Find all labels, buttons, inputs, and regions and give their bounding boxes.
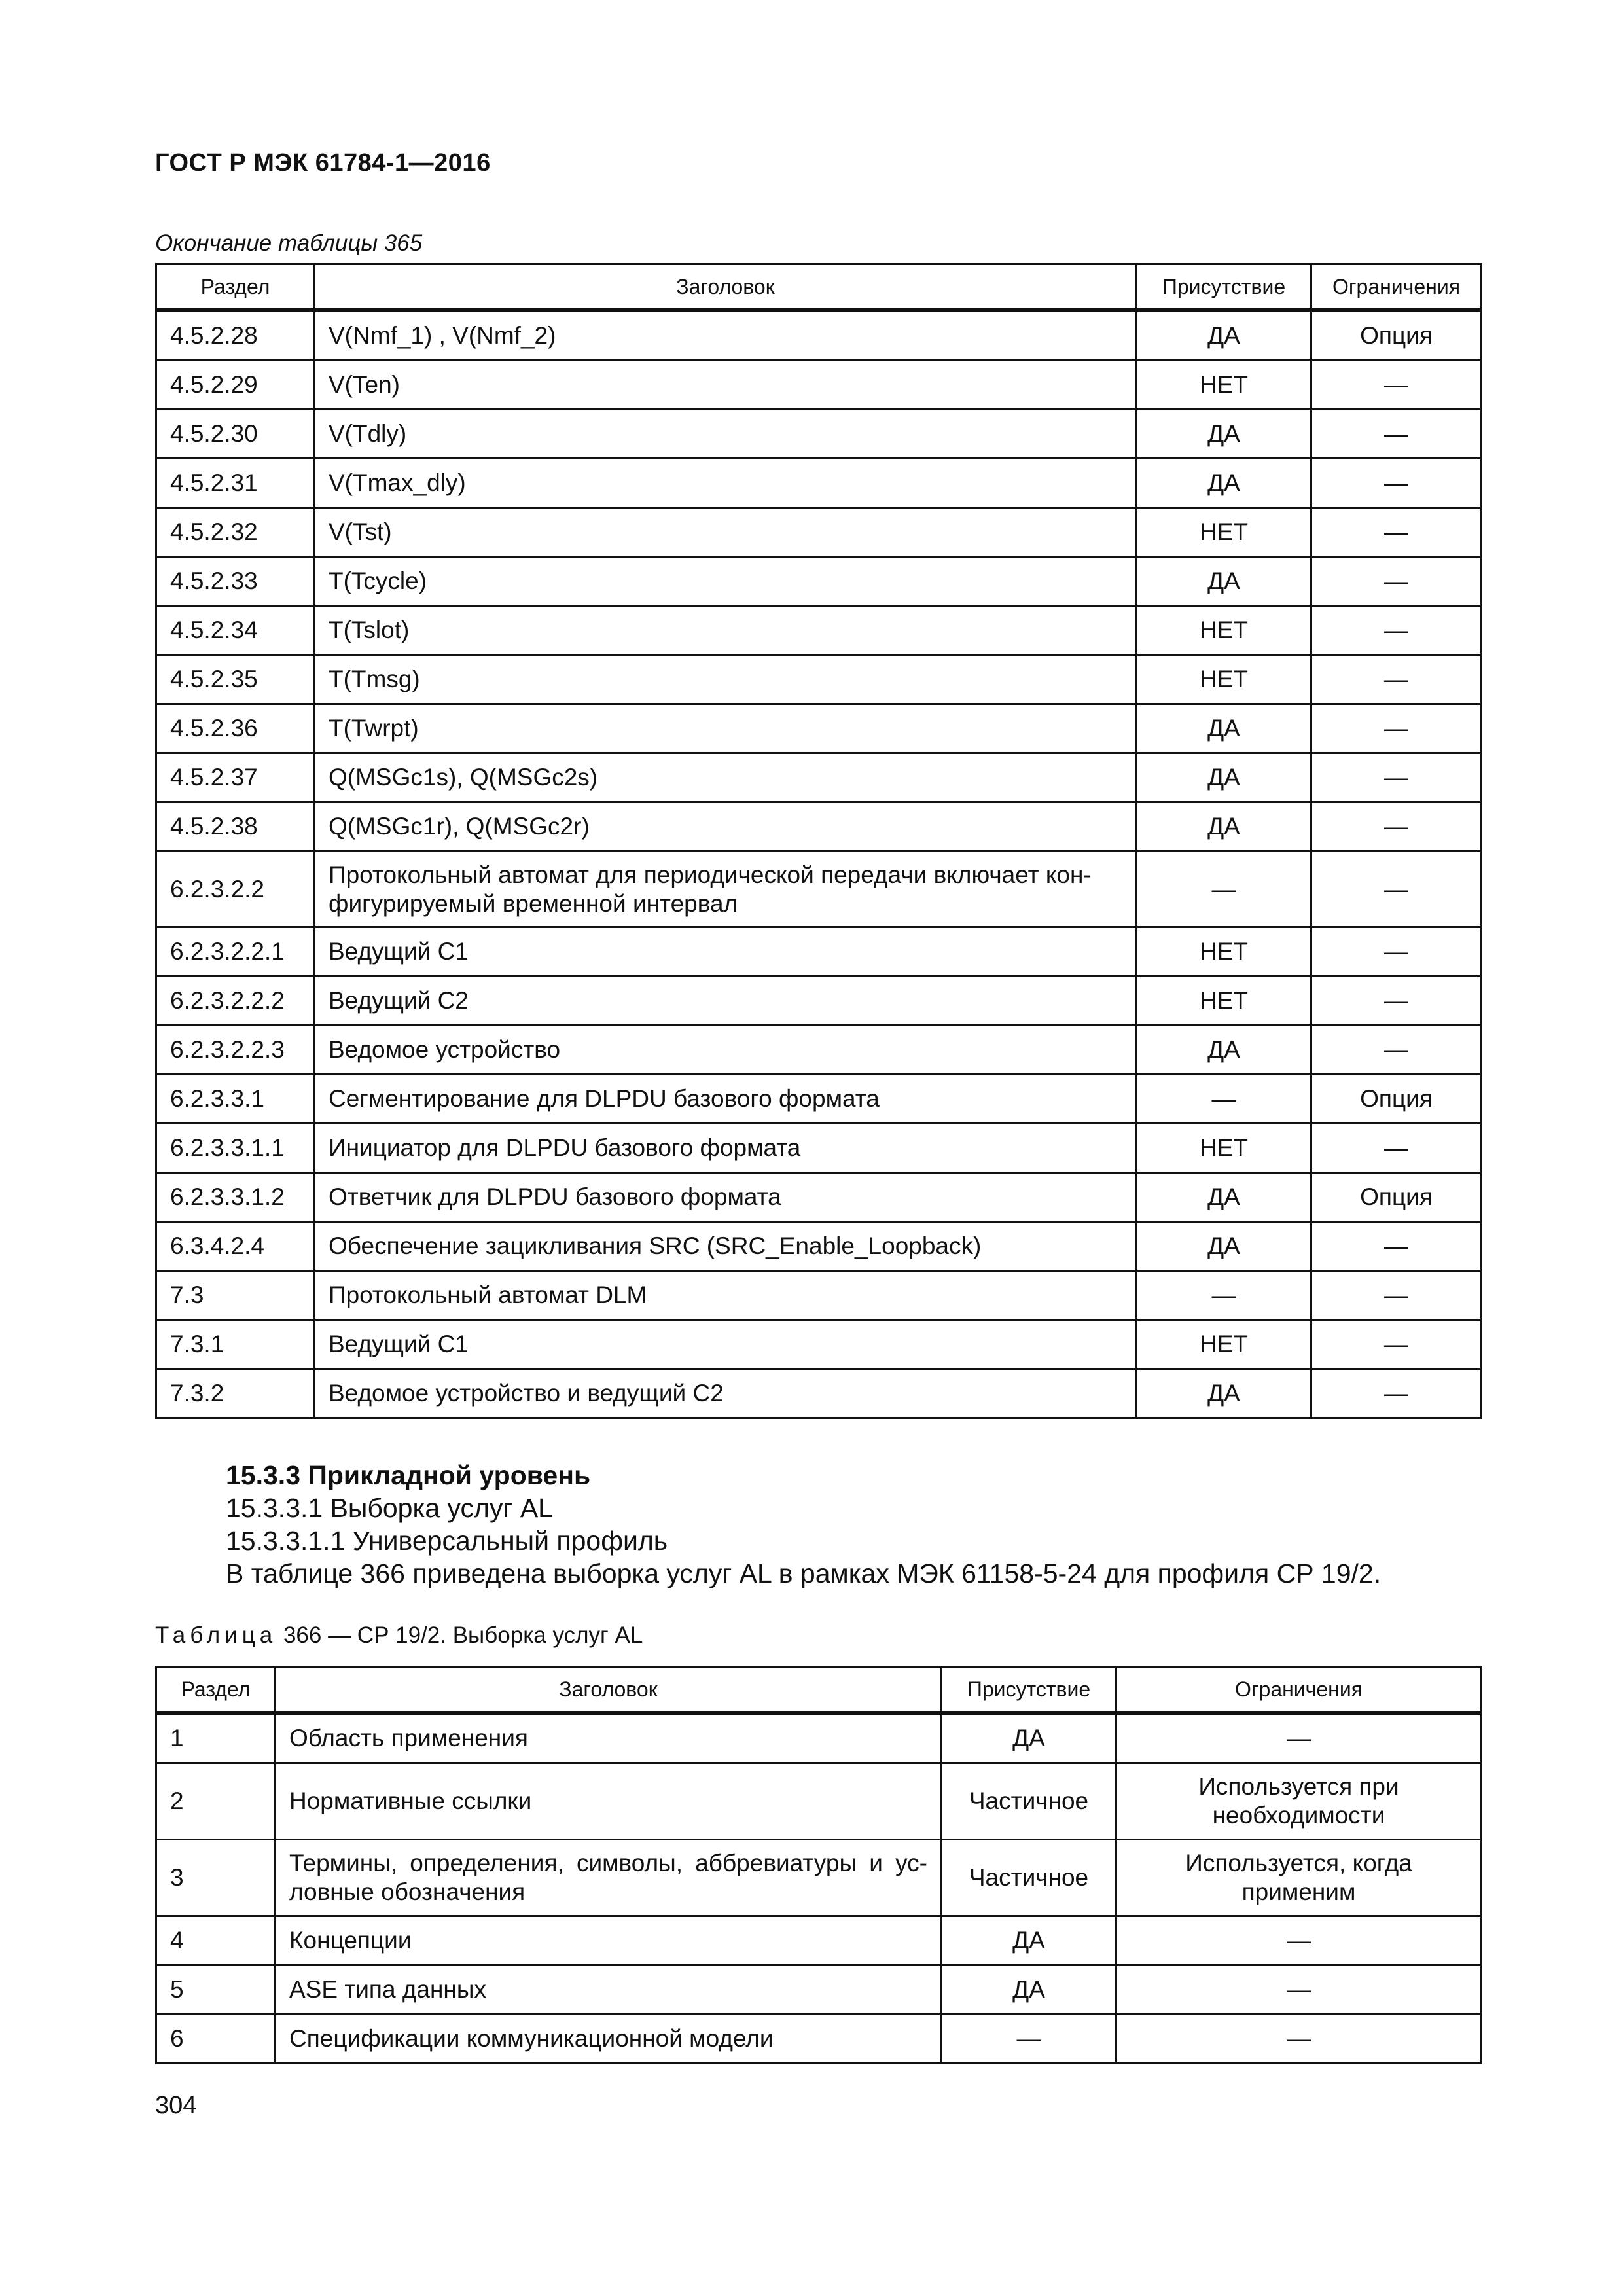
cell-presence: ДА bbox=[1137, 705, 1312, 754]
cell-constraints: Используется при необходимости bbox=[1117, 1764, 1482, 1840]
cell-title: Ведомое устройство и ведущий С2 bbox=[315, 1370, 1137, 1419]
cell-presence: Частичное bbox=[942, 1840, 1117, 1917]
cell-title: Протокольный автомат для периодической передачи включает кон-фигурируемый временной интервал bbox=[315, 852, 1137, 928]
cell-constraints: — bbox=[1312, 977, 1482, 1026]
column-header-constraints: Ограничения bbox=[1117, 1666, 1482, 1713]
cell-constraints: — bbox=[1312, 656, 1482, 705]
cell-presence: НЕТ bbox=[1137, 607, 1312, 656]
cell-presence: ДА bbox=[1137, 1370, 1312, 1419]
cell-title: Q(MSGc1s), Q(MSGc2s) bbox=[315, 754, 1137, 803]
table-row bbox=[155, 656, 1482, 705]
column-header-presence: Присутствие bbox=[942, 1666, 1117, 1713]
cell-presence: ДА bbox=[1137, 1223, 1312, 1272]
cell-title: Концепции bbox=[276, 1917, 942, 1966]
cell-constraints: — bbox=[1312, 754, 1482, 803]
cell-constraints: — bbox=[1312, 803, 1482, 852]
table-row bbox=[155, 928, 1482, 977]
cell-title: T(Twrpt) bbox=[315, 705, 1137, 754]
cell-title: V(Tst) bbox=[315, 509, 1137, 558]
table-366-caption bbox=[155, 1623, 643, 1649]
cell-constraints: — bbox=[1312, 1272, 1482, 1321]
table-row bbox=[155, 1966, 1482, 2015]
cell-presence: ДА bbox=[1137, 754, 1312, 803]
table-row bbox=[155, 852, 1482, 928]
cell-constraints: — bbox=[1312, 509, 1482, 558]
table-row bbox=[155, 2015, 1482, 2064]
cell-constraints: Опция bbox=[1312, 1075, 1482, 1124]
cell-title: Область применения bbox=[276, 1713, 942, 1764]
cell-presence: ДА bbox=[1137, 310, 1312, 361]
table-365 bbox=[155, 263, 1482, 1419]
cell-constraints: — bbox=[1312, 361, 1482, 410]
table-row bbox=[155, 1174, 1482, 1223]
cell-constraints: — bbox=[1312, 1223, 1482, 1272]
cell-presence: ДА bbox=[1137, 410, 1312, 459]
cell-title: Инициатор для DLPDU базового формата bbox=[315, 1124, 1137, 1174]
cell-constraints: Опция bbox=[1312, 310, 1482, 361]
cell-constraints: — bbox=[1312, 852, 1482, 928]
cell-constraints: — bbox=[1312, 410, 1482, 459]
cell-title: V(Tmax_dly) bbox=[315, 459, 1137, 509]
column-header-presence: Присутствие bbox=[1137, 263, 1312, 310]
table-row bbox=[155, 459, 1482, 509]
cell-presence: ДА bbox=[1137, 1026, 1312, 1075]
cell-presence: ДА bbox=[1137, 459, 1312, 509]
section-paragraph: В таблице 366 приведена выборка услуг AL в рамках МЭК 61158-5-24 для профиля СР 19/2. bbox=[226, 1558, 1382, 1588]
table-caption-label: Таблица bbox=[155, 1623, 277, 1648]
cell-title: Протокольный автомат DLM bbox=[315, 1272, 1137, 1321]
column-header-constraints: Ограничения bbox=[1312, 263, 1482, 310]
cell-presence: НЕТ bbox=[1137, 361, 1312, 410]
cell-title: Ведомое устройство bbox=[315, 1026, 1137, 1075]
cell-title: Ведущий С1 bbox=[315, 1321, 1137, 1370]
cell-title: Спецификации коммуникационной модели bbox=[276, 2015, 942, 2064]
table-row bbox=[155, 1272, 1482, 1321]
cell-constraints: — bbox=[1312, 459, 1482, 509]
cell-section: 4.5.2.30 bbox=[155, 410, 315, 459]
table-row bbox=[155, 1321, 1482, 1370]
table-row bbox=[155, 977, 1482, 1026]
cell-title: V(Ten) bbox=[315, 361, 1137, 410]
table-row bbox=[155, 509, 1482, 558]
cell-section: 6 bbox=[155, 2015, 276, 2064]
cell-presence: ДА bbox=[942, 1917, 1117, 1966]
cell-section: 4.5.2.28 bbox=[155, 310, 315, 361]
cell-presence: ДА bbox=[1137, 1174, 1312, 1223]
cell-title: ASE типа данных bbox=[276, 1966, 942, 2015]
cell-section: 4.5.2.35 bbox=[155, 656, 315, 705]
cell-section: 4.5.2.34 bbox=[155, 607, 315, 656]
cell-constraints: — bbox=[1312, 705, 1482, 754]
cell-presence: ДА bbox=[1137, 558, 1312, 607]
cell-title: Ответчик для DLPDU базового формата bbox=[315, 1174, 1137, 1223]
table-header-row bbox=[155, 1666, 1482, 1713]
table-row bbox=[155, 705, 1482, 754]
cell-constraints: Опция bbox=[1312, 1174, 1482, 1223]
table-366 bbox=[155, 1666, 1482, 2064]
cell-section: 1 bbox=[155, 1713, 276, 1764]
cell-constraints: — bbox=[1117, 1966, 1482, 2015]
cell-section: 4 bbox=[155, 1917, 276, 1966]
cell-section: 4.5.2.31 bbox=[155, 459, 315, 509]
cell-presence: НЕТ bbox=[1137, 1321, 1312, 1370]
cell-section: 6.2.3.3.1.2 bbox=[155, 1174, 315, 1223]
table-row bbox=[155, 361, 1482, 410]
table-row bbox=[155, 803, 1482, 852]
subsubsection-heading: 15.3.3.1.1 Универсальный профиль bbox=[226, 1526, 668, 1556]
cell-section: 4.5.2.36 bbox=[155, 705, 315, 754]
cell-title: Обеспечение зацикливания SRC (SRC_Enable_Loopback) bbox=[315, 1223, 1137, 1272]
section-15-3-3 bbox=[226, 1459, 1381, 1590]
cell-presence: — bbox=[1137, 1272, 1312, 1321]
cell-constraints: — bbox=[1117, 1917, 1482, 1966]
table-row bbox=[155, 310, 1482, 361]
cell-title: Нормативные ссылки bbox=[276, 1764, 942, 1840]
subsection-heading: 15.3.3.1 Выборка услуг AL bbox=[226, 1493, 553, 1523]
cell-constraints: — bbox=[1312, 928, 1482, 977]
cell-section: 4.5.2.38 bbox=[155, 803, 315, 852]
cell-title: Ведущий С2 bbox=[315, 977, 1137, 1026]
cell-title: T(Tmsg) bbox=[315, 656, 1137, 705]
cell-title: Сегментирование для DLPDU базового формата bbox=[315, 1075, 1137, 1124]
cell-presence: ДА bbox=[942, 1713, 1117, 1764]
cell-section: 6.2.3.2.2.1 bbox=[155, 928, 315, 977]
table-row bbox=[155, 1764, 1482, 1840]
table-row bbox=[155, 754, 1482, 803]
table-row bbox=[155, 558, 1482, 607]
table-row bbox=[155, 607, 1482, 656]
cell-section: 6.2.3.2.2 bbox=[155, 852, 315, 928]
cell-section: 6.2.3.2.2.3 bbox=[155, 1026, 315, 1075]
table-row bbox=[155, 1026, 1482, 1075]
cell-constraints: — bbox=[1312, 1321, 1482, 1370]
cell-presence: НЕТ bbox=[1137, 1124, 1312, 1174]
cell-title: Термины, определения, символы, аббревиатуры и ус-ловные обозначения bbox=[276, 1840, 942, 1917]
cell-presence: ДА bbox=[942, 1966, 1117, 2015]
cell-section: 4.5.2.32 bbox=[155, 509, 315, 558]
cell-constraints: — bbox=[1312, 1370, 1482, 1419]
cell-section: 6.2.3.3.1.1 bbox=[155, 1124, 315, 1174]
cell-title: V(Nmf_1) , V(Nmf_2) bbox=[315, 310, 1137, 361]
table-row bbox=[155, 1223, 1482, 1272]
cell-constraints: Используется, когда применим bbox=[1117, 1840, 1482, 1917]
table-365-continuation-caption: Окончание таблицы 365 bbox=[155, 230, 423, 256]
column-header-title: Заголовок bbox=[315, 263, 1137, 310]
cell-presence: — bbox=[1137, 1075, 1312, 1124]
cell-constraints: — bbox=[1312, 607, 1482, 656]
cell-section: 4.5.2.29 bbox=[155, 361, 315, 410]
table-row bbox=[155, 1840, 1482, 1917]
cell-presence: НЕТ bbox=[1137, 977, 1312, 1026]
cell-constraints: — bbox=[1312, 1026, 1482, 1075]
cell-section: 7.3 bbox=[155, 1272, 315, 1321]
cell-title: Ведущий С1 bbox=[315, 928, 1137, 977]
column-header-section: Раздел bbox=[155, 1666, 276, 1713]
cell-section: 6.3.4.2.4 bbox=[155, 1223, 315, 1272]
cell-section: 4.5.2.33 bbox=[155, 558, 315, 607]
cell-constraints: — bbox=[1117, 2015, 1482, 2064]
cell-presence: — bbox=[942, 2015, 1117, 2064]
column-header-section: Раздел bbox=[155, 263, 315, 310]
table-row bbox=[155, 410, 1482, 459]
cell-section: 4.5.2.37 bbox=[155, 754, 315, 803]
cell-presence: НЕТ bbox=[1137, 656, 1312, 705]
cell-section: 7.3.2 bbox=[155, 1370, 315, 1419]
column-header-title: Заголовок bbox=[276, 1666, 942, 1713]
cell-constraints: — bbox=[1312, 1124, 1482, 1174]
cell-presence: НЕТ bbox=[1137, 928, 1312, 977]
table-row bbox=[155, 1075, 1482, 1124]
table-row bbox=[155, 1370, 1482, 1419]
cell-section: 2 bbox=[155, 1764, 276, 1840]
section-heading: 15.3.3 Прикладной уровень bbox=[226, 1460, 591, 1490]
cell-title: V(Tdly) bbox=[315, 410, 1137, 459]
page-number: 304 bbox=[155, 2092, 197, 2119]
cell-section: 6.2.3.3.1 bbox=[155, 1075, 315, 1124]
cell-section: 5 bbox=[155, 1966, 276, 2015]
cell-title: T(Tslot) bbox=[315, 607, 1137, 656]
document-header: ГОСТ Р МЭК 61784-1—2016 bbox=[155, 149, 491, 177]
cell-presence: — bbox=[1137, 852, 1312, 928]
cell-title: Q(MSGc1r), Q(MSGc2r) bbox=[315, 803, 1137, 852]
table-row bbox=[155, 1124, 1482, 1174]
cell-presence: НЕТ bbox=[1137, 509, 1312, 558]
table-row bbox=[155, 1917, 1482, 1966]
cell-section: 7.3.1 bbox=[155, 1321, 315, 1370]
table-caption-text: 366 — СР 19/2. Выборка услуг AL bbox=[277, 1623, 643, 1648]
cell-presence: ДА bbox=[1137, 803, 1312, 852]
cell-section: 3 bbox=[155, 1840, 276, 1917]
cell-title: T(Tcycle) bbox=[315, 558, 1137, 607]
cell-constraints: — bbox=[1117, 1713, 1482, 1764]
cell-section: 6.2.3.2.2.2 bbox=[155, 977, 315, 1026]
table-row bbox=[155, 1713, 1482, 1764]
cell-presence: Частичное bbox=[942, 1764, 1117, 1840]
table-header-row bbox=[155, 263, 1482, 310]
cell-constraints: — bbox=[1312, 558, 1482, 607]
